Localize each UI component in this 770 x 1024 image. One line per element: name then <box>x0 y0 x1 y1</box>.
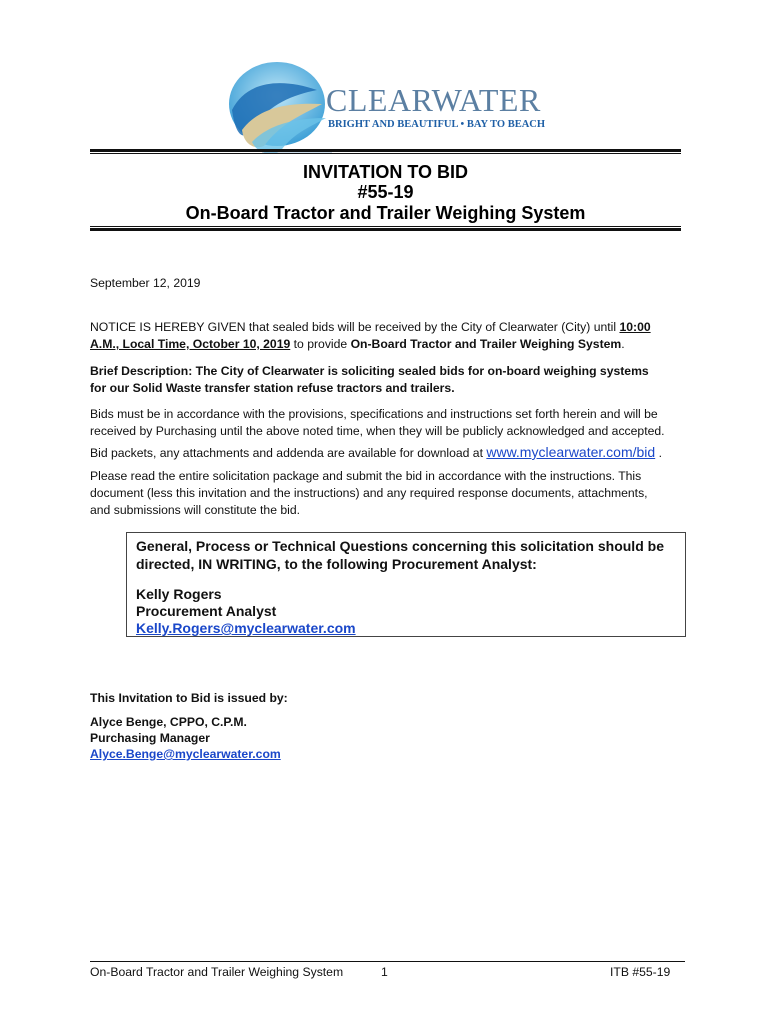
notice-deadline-date: A.M., Local Time, October 10, 2019 <box>90 337 291 351</box>
issuer-title: Purchasing Manager <box>90 731 210 745</box>
read-paragraph <box>90 468 690 519</box>
notice-deadline-time: 10:00 <box>619 320 651 334</box>
title-rule-top-thin <box>90 153 681 154</box>
footer-itb-number: ITB #55-19 <box>610 965 671 979</box>
title-rule-bottom <box>90 228 681 231</box>
notice-end: . <box>621 337 625 351</box>
footer-rule <box>90 961 685 962</box>
clearwater-logo <box>222 60 546 160</box>
title-rule-top <box>90 149 681 152</box>
analyst-name: Kelly Rogers <box>136 586 222 602</box>
brief-description <box>90 363 690 397</box>
document-date: September 12, 2019 <box>90 276 201 290</box>
notice-subject: On-Board Tractor and Trailer Weighing System <box>350 337 622 351</box>
bids-line-2: received by Purchasing until the above noted time, when they will be publicly acknowledged and accepted. <box>90 424 665 438</box>
packets-text: Bid packets, any attachments and addenda are available for download at <box>90 446 487 460</box>
notice-prefix: NOTICE IS HEREBY GIVEN that sealed bids will be received by the City of Clearwater (City) until <box>90 320 620 334</box>
notice-paragraph <box>90 319 690 353</box>
packets-paragraph <box>90 444 690 462</box>
clearwater-wave-icon <box>222 60 332 160</box>
read-line-1: Please read the entire solicitation package and submit the bid in accordance with the instructions. This <box>90 469 642 483</box>
issuer-email-link[interactable]: Alyce.Benge@myclearwater.com <box>90 747 281 761</box>
read-line-3: and submissions will constitute the bid. <box>90 503 301 517</box>
title-line-3: On-Board Tractor and Trailer Weighing System <box>185 203 586 223</box>
packets-end: . <box>655 446 662 460</box>
issuer-name: Alyce Benge, CPPO, C.P.M. <box>90 715 247 729</box>
bids-line-1: Bids must be in accordance with the provisions, specifications and instructions set forth herein and will be <box>90 407 658 421</box>
analyst-title: Procurement Analyst <box>136 603 277 619</box>
questions-line-2: directed, IN WRITING, to the following Procurement Analyst: <box>136 556 537 572</box>
logo-tagline: BRIGHT AND BEAUTIFUL • BAY TO BEACH <box>328 119 546 130</box>
brief-line-1: Brief Description: The City of Clearwater is soliciting sealed bids for on-board weighing systems <box>90 364 649 378</box>
analyst-email-container <box>136 619 356 637</box>
title-line-1: INVITATION TO BID <box>303 162 468 182</box>
logo-wordmark: CLEARWATER <box>326 82 541 118</box>
brief-line-2: for our Solid Waste transfer station refuse tractors and trailers. <box>90 381 455 395</box>
bid-download-link[interactable]: www.myclearwater.com/bid <box>486 444 656 460</box>
questions-line-1: General, Process or Technical Questions concerning this solicitation should be <box>136 538 664 554</box>
read-line-2: document (less this invitation and the instructions) and any required response documents, attachments, <box>90 486 648 500</box>
bids-paragraph <box>90 406 690 440</box>
notice-middle: to provide <box>290 337 351 351</box>
analyst-email-link[interactable]: Kelly.Rogers@myclearwater.com <box>136 620 356 636</box>
title-line-2: #55-19 <box>357 182 414 202</box>
footer-title: On-Board Tractor and Trailer Weighing System <box>90 965 344 979</box>
footer-page-number: 1 <box>381 965 388 979</box>
issuer-email-container <box>90 746 690 763</box>
issued-by-label: This Invitation to Bid is issued by: <box>90 691 288 705</box>
title-rule-bottom-thin <box>90 226 681 227</box>
